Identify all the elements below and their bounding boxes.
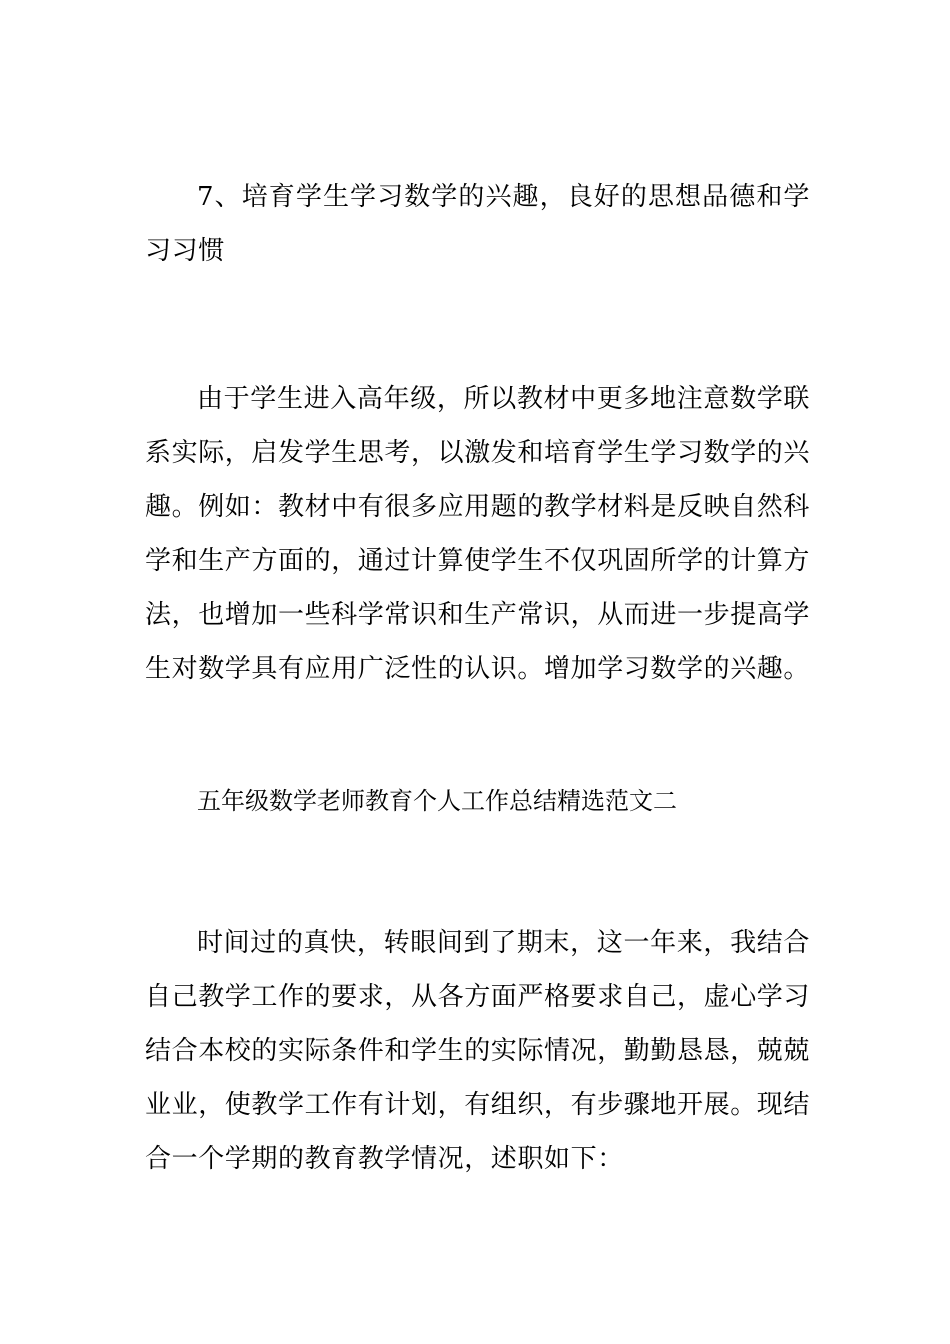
paragraph-intro: 时间过的真快，转眼间到了期末，这一年来，我结合自己教学工作的要求，从各方面严格要求自己，虚心学习结合本校的实际条件和学生的实际情况，勤勤恳恳，兢兢业业，使教学工作有计划，有组织，有步骤地开展。现结合一个学期的教育教学情况，述职如下： bbox=[145, 928, 811, 1174]
section-heading: 五年级数学老师教育个人工作总结精选范文二 bbox=[197, 787, 677, 815]
paragraph-interest-body: 由于学生进入高年级，所以教材中更多地注意数学联系实际，启发学生思考，以激发和培育学生学习数学的兴趣。例如：教材中有很多应用题的教学材料是反映自然科学和生产方面的，通过计算使学生不仅巩固所学的计算方法，也增加一些科学常识和生产常识，从而进一步提高学生对数学具有应用广泛性的认识。增加学习数学的兴趣。 bbox=[145, 384, 811, 684]
paragraph-interest-heading: 7、培育学生学习数学的兴趣，良好的思想品德和学习习惯 bbox=[145, 182, 810, 266]
